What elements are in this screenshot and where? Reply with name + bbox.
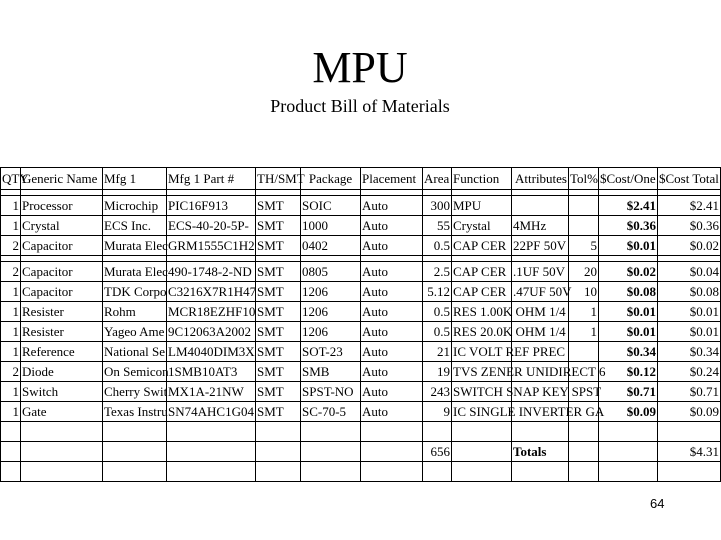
cell-part: 490-1748-2-ND (167, 262, 256, 282)
table-row (1, 216, 721, 236)
cell-func: CAP CER (452, 282, 512, 302)
cell-one: $2.41 (599, 196, 658, 216)
cell-place: Auto (361, 402, 423, 422)
totals-label: Totals (512, 442, 569, 462)
cell-pkg: SC-70-5 (301, 402, 361, 422)
cell-pkg: 1000 (301, 216, 361, 236)
table-row (1, 262, 721, 282)
cell-one: $0.34 (599, 342, 658, 362)
blank-row (1, 462, 721, 482)
cell-th: SMT (256, 342, 301, 362)
header-qty: QTY (1, 168, 21, 190)
header-mfg: Mfg 1 (103, 168, 167, 190)
cell-total: $0.01 (658, 322, 721, 342)
cell-th: SMT (256, 402, 301, 422)
cell-one: $0.12 (599, 362, 658, 382)
cell-qty: 1 (1, 342, 21, 362)
cell-mfg: Cherry Swit (103, 382, 167, 402)
header-placement: Placement (361, 168, 423, 190)
cell-attr: 22PF 50V (512, 236, 569, 256)
cell-attr: .47UF 50V (512, 282, 569, 302)
cell-place: Auto (361, 322, 423, 342)
cell-pkg: 1206 (301, 322, 361, 342)
cell-area: 5.12 (423, 282, 452, 302)
cell-pkg: 0805 (301, 262, 361, 282)
cell-place: Auto (361, 362, 423, 382)
header-mfg-part: Mfg 1 Part # (167, 168, 256, 190)
cell-name: Capacitor (21, 236, 103, 256)
cell-place: Auto (361, 302, 423, 322)
cell-one: $0.01 (599, 302, 658, 322)
table-header-row (1, 168, 721, 190)
cell-area: 0.5 (423, 322, 452, 342)
cell-total: $2.41 (658, 196, 721, 216)
cell-mfg: Texas Instru (103, 402, 167, 422)
cell-part: MCR18EZHF10 (167, 302, 256, 322)
cell-th: SMT (256, 216, 301, 236)
cell-part: MX1A-21NW (167, 382, 256, 402)
cell-attr (512, 196, 569, 216)
cell-one: $0.01 (599, 322, 658, 342)
table-row (1, 402, 721, 422)
slide-subtitle: Product Bill of Materials (270, 96, 450, 116)
header-package: Package (301, 168, 361, 190)
table-row (1, 322, 721, 342)
cell-part: SN74AHC1G04 (167, 402, 256, 422)
cell-pkg: SOIC (301, 196, 361, 216)
cell-tol: 1 (569, 302, 599, 322)
cell-func: SWITCH SNAP KEY SPST (452, 382, 512, 402)
cell-total: $0.01 (658, 302, 721, 322)
cell-mfg: TDK Corpo (103, 282, 167, 302)
cell-part: 9C12063A2002 (167, 322, 256, 342)
cell-qty: 1 (1, 382, 21, 402)
cell-area: 243 (423, 382, 452, 402)
cell-area: 2.5 (423, 262, 452, 282)
cell-part: GRM1555C1H2 (167, 236, 256, 256)
cell-place: Auto (361, 382, 423, 402)
table-row (1, 342, 721, 362)
header-attributes: Attributes (512, 168, 569, 190)
cell-area: 55 (423, 216, 452, 236)
cell-one: $0.08 (599, 282, 658, 302)
cell-qty: 2 (1, 262, 21, 282)
cell-func: IC VOLT REF PREC (452, 342, 512, 362)
cell-total: $0.04 (658, 262, 721, 282)
header-cost-one: $Cost/One (599, 168, 658, 190)
cell-name: Gate (21, 402, 103, 422)
cell-name: Capacitor (21, 262, 103, 282)
cell-th: SMT (256, 262, 301, 282)
cell-total: $0.34 (658, 342, 721, 362)
cell-mfg: Rohm (103, 302, 167, 322)
cell-qty: 1 (1, 196, 21, 216)
totals-row (1, 442, 721, 462)
cell-pkg: SPST-NO (301, 382, 361, 402)
cell-tol: 5 (569, 236, 599, 256)
cell-qty: 2 (1, 362, 21, 382)
header-cost-total: $Cost Total (658, 168, 721, 190)
table-row (1, 236, 721, 256)
cell-th: SMT (256, 196, 301, 216)
cell-mfg: National Se (103, 342, 167, 362)
cell-tol: 10 (569, 282, 599, 302)
table-row (1, 302, 721, 322)
cell-pkg: 1206 (301, 282, 361, 302)
cell-func: TVS ZENER UNIDIRECT 6 (452, 362, 512, 382)
cell-mfg: ECS Inc. (103, 216, 167, 236)
cell-func: Crystal (452, 216, 512, 236)
slide-title: MPU (312, 43, 408, 92)
cell-name: Resister (21, 322, 103, 342)
cell-name: Diode (21, 362, 103, 382)
cell-total: $0.71 (658, 382, 721, 402)
cell-th: SMT (256, 382, 301, 402)
cell-tol (569, 342, 599, 362)
cell-place: Auto (361, 282, 423, 302)
cell-qty: 1 (1, 282, 21, 302)
total-cost: $4.31 (658, 442, 721, 462)
cell-func: RES 1.00K OHM 1/4 (452, 302, 512, 322)
header-th-smt: TH/SMT (256, 168, 301, 190)
cell-mfg: On Semicon (103, 362, 167, 382)
header-function: Function (452, 168, 512, 190)
cell-tol: 1 (569, 322, 599, 342)
cell-pkg: SMB (301, 362, 361, 382)
header-area: Area (423, 168, 452, 190)
table-row (1, 282, 721, 302)
cell-name: Resister (21, 302, 103, 322)
cell-func: CAP CER (452, 236, 512, 256)
cell-area: 21 (423, 342, 452, 362)
cell-total: $0.36 (658, 216, 721, 236)
cell-pkg: SOT-23 (301, 342, 361, 362)
cell-place: Auto (361, 342, 423, 362)
cell-mfg: Microchip (103, 196, 167, 216)
cell-qty: 1 (1, 322, 21, 342)
cell-place: Auto (361, 262, 423, 282)
cell-pkg: 0402 (301, 236, 361, 256)
cell-place: Auto (361, 196, 423, 216)
cell-total: $0.02 (658, 236, 721, 256)
cell-attr: .1UF 50V (512, 262, 569, 282)
total-area: 656 (423, 442, 452, 462)
table-row (1, 196, 721, 216)
cell-name: Capacitor (21, 282, 103, 302)
header-generic-name: Generic Name (21, 168, 103, 190)
cell-area: 300 (423, 196, 452, 216)
cell-th: SMT (256, 322, 301, 342)
cell-area: 19 (423, 362, 452, 382)
blank-row (1, 422, 721, 442)
cell-place: Auto (361, 236, 423, 256)
cell-qty: 1 (1, 216, 21, 236)
cell-part: ECS-40-20-5P- (167, 216, 256, 236)
cell-area: 0.5 (423, 302, 452, 322)
cell-name: Processor (21, 196, 103, 216)
cell-qty: 1 (1, 302, 21, 322)
cell-one: $0.36 (599, 216, 658, 236)
cell-th: SMT (256, 282, 301, 302)
cell-mfg: Murata Elec (103, 262, 167, 282)
table-row (1, 382, 721, 402)
cell-place: Auto (361, 216, 423, 236)
cell-area: 9 (423, 402, 452, 422)
cell-area: 0.5 (423, 236, 452, 256)
cell-total: $0.24 (658, 362, 721, 382)
cell-tol: 20 (569, 262, 599, 282)
cell-func: CAP CER (452, 262, 512, 282)
cell-total: $0.08 (658, 282, 721, 302)
page-number: 64 (650, 496, 665, 511)
cell-func: RES 20.0K OHM 1/4 (452, 322, 512, 342)
cell-total: $0.09 (658, 402, 721, 422)
cell-mfg: Yageo Ame (103, 322, 167, 342)
header-tol: Tol% (569, 168, 599, 190)
table-row (1, 362, 721, 382)
cell-tol (569, 216, 599, 236)
cell-func: IC SINGLE INVERTER GA (452, 402, 512, 422)
cell-part: PIC16F913 (167, 196, 256, 216)
cell-one: $0.01 (599, 236, 658, 256)
cell-th: SMT (256, 236, 301, 256)
cell-qty: 1 (1, 402, 21, 422)
cell-attr: 4MHz (512, 216, 569, 236)
cell-th: SMT (256, 302, 301, 322)
bill-of-materials-table (0, 167, 721, 482)
cell-mfg: Murata Elec (103, 236, 167, 256)
cell-th: SMT (256, 362, 301, 382)
cell-part: 1SMB10AT3 (167, 362, 256, 382)
cell-name: Reference (21, 342, 103, 362)
cell-one: $0.02 (599, 262, 658, 282)
cell-part: LM4040DIM3X (167, 342, 256, 362)
cell-one: $0.71 (599, 382, 658, 402)
cell-func: MPU (452, 196, 512, 216)
cell-part: C3216X7R1H47 (167, 282, 256, 302)
cell-name: Crystal (21, 216, 103, 236)
cell-pkg: 1206 (301, 302, 361, 322)
cell-one: $0.09 (599, 402, 658, 422)
cell-name: Switch (21, 382, 103, 402)
cell-tol (569, 196, 599, 216)
cell-qty: 2 (1, 236, 21, 256)
